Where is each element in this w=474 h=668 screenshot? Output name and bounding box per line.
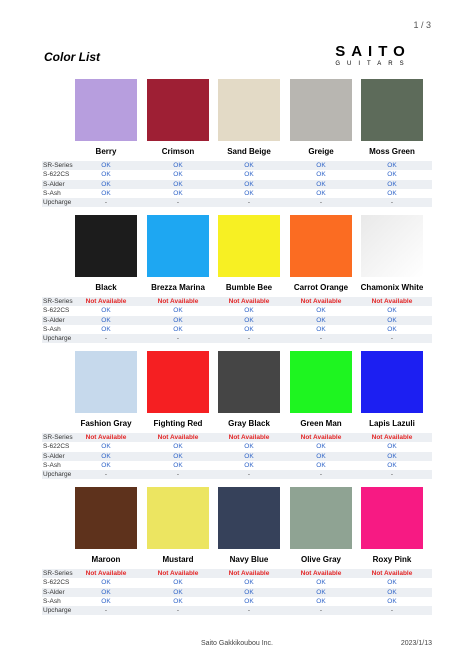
availability-cell: OK (101, 579, 111, 587)
availability-cell: - (104, 471, 108, 479)
availability-cell: Not Available (157, 434, 199, 441)
color-card (360, 215, 424, 292)
availability-row (42, 442, 432, 451)
logo-main-text: SAITO (335, 43, 411, 60)
color-name: Chamonix White (360, 283, 424, 292)
color-group (42, 79, 432, 207)
availability-cell: Not Available (228, 570, 270, 577)
color-card (217, 79, 281, 156)
availability-row (42, 452, 432, 461)
color-name: Carrot Orange (293, 283, 349, 292)
color-card (146, 215, 210, 292)
availability-cell: OK (173, 597, 183, 605)
color-name: Mustard (162, 555, 194, 564)
availability-row (42, 306, 432, 315)
availability-cell: OK (387, 189, 397, 197)
color-name: Navy Blue (229, 555, 269, 564)
availability-cell: OK (316, 180, 326, 188)
color-card (360, 487, 424, 564)
availability-cell: OK (387, 171, 397, 179)
color-card (74, 351, 138, 428)
availability-cell: - (390, 607, 394, 615)
availability-cell: OK (244, 452, 254, 460)
color-card (74, 487, 138, 564)
row-label: S-Ash (43, 597, 61, 605)
availability-cell: OK (244, 180, 254, 188)
availability-cell: OK (101, 597, 111, 605)
availability-row (42, 297, 432, 306)
color-group (42, 215, 432, 343)
availability-cell: OK (316, 452, 326, 460)
row-label: S-Ash (43, 189, 61, 197)
availability-cell: OK (316, 171, 326, 179)
availability-cell: OK (101, 588, 111, 596)
availability-cell: Not Available (371, 434, 413, 441)
availability-cell: OK (387, 316, 397, 324)
availability-row (42, 597, 432, 606)
availability-cell: - (104, 199, 108, 207)
color-swatch (147, 487, 209, 549)
availability-cell: OK (173, 307, 183, 315)
row-label: Upcharge (43, 471, 72, 479)
availability-row (42, 170, 432, 179)
color-card (289, 351, 353, 428)
availability-cell: OK (387, 461, 397, 469)
availability-cell: OK (316, 461, 326, 469)
availability-cell: OK (387, 588, 397, 596)
availability-cell: - (319, 607, 323, 615)
availability-cell: OK (173, 189, 183, 197)
brand-logo (320, 44, 426, 68)
availability-cell: OK (387, 443, 397, 451)
availability-cell: OK (101, 180, 111, 188)
availability-row (42, 161, 432, 170)
availability-cell: OK (173, 180, 183, 188)
availability-cell: Not Available (85, 570, 127, 577)
availability-cell: OK (101, 171, 111, 179)
color-name: Fighting Red (153, 419, 203, 428)
availability-cell: OK (387, 452, 397, 460)
availability-cell: OK (173, 325, 183, 333)
color-name: Crimson (161, 147, 195, 156)
color-swatch (290, 215, 352, 277)
color-card (217, 215, 281, 292)
availability-cell: OK (387, 325, 397, 333)
availability-cell: - (176, 199, 180, 207)
availability-cell: Not Available (371, 298, 413, 305)
swatch-row (42, 487, 432, 567)
availability-cell: OK (173, 171, 183, 179)
color-swatch (290, 351, 352, 413)
availability-cell: - (104, 607, 108, 615)
availability-cell: Not Available (157, 570, 199, 577)
availability-cell: OK (244, 325, 254, 333)
availability-cell: OK (173, 452, 183, 460)
availability-table (42, 433, 432, 479)
availability-row (42, 470, 432, 479)
availability-cell: Not Available (85, 434, 127, 441)
row-label: S-622CS (43, 307, 70, 315)
availability-cell: OK (387, 597, 397, 605)
availability-row (42, 569, 432, 578)
availability-cell: OK (244, 162, 254, 169)
color-card (360, 351, 424, 428)
row-label: S-Alder (43, 316, 65, 324)
availability-cell: - (247, 471, 251, 479)
availability-cell: OK (173, 588, 183, 596)
availability-cell: Not Available (228, 434, 270, 441)
color-name: Sand Beige (227, 147, 271, 156)
color-name: Greige (308, 147, 334, 156)
row-label: S-622CS (43, 171, 70, 179)
availability-cell: OK (101, 189, 111, 197)
availability-cell: Not Available (371, 570, 413, 577)
availability-row (42, 334, 432, 343)
availability-cell: - (176, 471, 180, 479)
availability-cell: - (247, 199, 251, 207)
availability-cell: - (247, 607, 251, 615)
availability-cell: Not Available (228, 298, 270, 305)
color-swatch (75, 79, 137, 141)
color-name: Moss Green (369, 147, 415, 156)
availability-cell: OK (244, 579, 254, 587)
availability-row (42, 606, 432, 615)
availability-cell: OK (316, 588, 326, 596)
color-group (42, 487, 432, 615)
row-label: S-Alder (43, 588, 65, 596)
availability-cell: OK (316, 443, 326, 451)
color-swatch (147, 351, 209, 413)
color-swatch (75, 351, 137, 413)
availability-cell: - (319, 471, 323, 479)
availability-row (42, 180, 432, 189)
color-swatch (290, 487, 352, 549)
availability-row (42, 189, 432, 198)
availability-cell: OK (316, 316, 326, 324)
color-swatch (218, 351, 280, 413)
availability-cell: OK (387, 180, 397, 188)
availability-row (42, 588, 432, 597)
availability-cell: Not Available (300, 570, 342, 577)
availability-cell: OK (101, 162, 111, 169)
color-card (217, 351, 281, 428)
availability-cell: - (104, 335, 108, 343)
availability-cell: OK (316, 579, 326, 587)
availability-cell: OK (101, 452, 111, 460)
availability-cell: OK (173, 316, 183, 324)
page-number: 1 / 3 (413, 20, 431, 30)
availability-cell: OK (101, 307, 111, 315)
availability-cell: OK (244, 588, 254, 596)
availability-cell: - (176, 335, 180, 343)
footer-date: 2023/1/13 (400, 640, 432, 647)
color-card (146, 487, 210, 564)
availability-cell: OK (101, 325, 111, 333)
color-card (74, 79, 138, 156)
color-card (289, 79, 353, 156)
availability-cell: OK (387, 579, 397, 587)
availability-row (42, 325, 432, 334)
color-name: Maroon (91, 555, 121, 564)
color-name: Lapis Lazuli (369, 419, 415, 428)
row-label: Upcharge (43, 199, 72, 207)
swatch-row (42, 79, 432, 159)
availability-cell: OK (316, 597, 326, 605)
color-card (360, 79, 424, 156)
swatch-row (42, 215, 432, 295)
availability-cell: - (390, 199, 394, 207)
availability-cell: OK (244, 597, 254, 605)
color-swatch (147, 215, 209, 277)
row-label: S-622CS (43, 443, 70, 451)
availability-row (42, 461, 432, 470)
row-label: Upcharge (43, 607, 72, 615)
color-swatch (218, 487, 280, 549)
availability-cell: OK (316, 162, 326, 169)
row-label: S-Ash (43, 325, 61, 333)
color-swatch (147, 79, 209, 141)
color-swatch (218, 215, 280, 277)
color-card (146, 79, 210, 156)
color-swatch (75, 215, 137, 277)
row-label: SR-Series (43, 434, 73, 441)
availability-cell: OK (244, 189, 254, 197)
color-name: Bumble Bee (225, 283, 273, 292)
row-label: SR-Series (43, 162, 73, 169)
availability-cell: Not Available (85, 298, 127, 305)
availability-cell: OK (244, 443, 254, 451)
availability-cell: OK (173, 461, 183, 469)
row-label: S-Alder (43, 452, 65, 460)
color-name: Gray Black (228, 419, 270, 428)
row-label: SR-Series (43, 570, 73, 577)
color-card (289, 487, 353, 564)
availability-table (42, 161, 432, 207)
availability-cell: OK (387, 307, 397, 315)
availability-cell: - (390, 335, 394, 343)
footer-company: Saito Gakkikoubou Inc. (201, 640, 273, 647)
availability-cell: Not Available (157, 298, 199, 305)
color-swatch (361, 351, 423, 413)
availability-cell: - (319, 335, 323, 343)
availability-row (42, 316, 432, 325)
availability-cell: OK (101, 461, 111, 469)
availability-cell: OK (244, 461, 254, 469)
availability-cell: - (247, 335, 251, 343)
color-name: Brezza Marina (151, 283, 205, 292)
availability-cell: OK (173, 162, 183, 169)
color-swatch (361, 215, 423, 277)
availability-row (42, 198, 432, 207)
availability-cell: - (390, 471, 394, 479)
color-group (42, 351, 432, 479)
logo-sub-text: GUITARS (335, 61, 411, 67)
color-card (74, 215, 138, 292)
availability-cell: OK (316, 325, 326, 333)
availability-cell: OK (316, 307, 326, 315)
row-label: S-Alder (43, 180, 65, 188)
availability-row (42, 433, 432, 442)
availability-cell: Not Available (300, 298, 342, 305)
color-swatch (218, 79, 280, 141)
availability-cell: Not Available (300, 434, 342, 441)
color-name: Green Man (300, 419, 342, 428)
availability-cell: OK (101, 316, 111, 324)
availability-row (42, 578, 432, 587)
availability-table (42, 297, 432, 343)
availability-cell: OK (173, 579, 183, 587)
color-name: Berry (95, 147, 117, 156)
availability-cell: OK (244, 316, 254, 324)
availability-cell: - (319, 199, 323, 207)
swatch-row (42, 351, 432, 431)
color-swatch (361, 487, 423, 549)
availability-cell: OK (101, 443, 111, 451)
color-card (289, 215, 353, 292)
color-swatch (361, 79, 423, 141)
color-name: Roxy Pink (372, 555, 412, 564)
availability-cell: OK (173, 443, 183, 451)
availability-cell: OK (244, 307, 254, 315)
color-card (146, 351, 210, 428)
availability-cell: - (176, 607, 180, 615)
color-card (217, 487, 281, 564)
color-name: Olive Gray (300, 555, 342, 564)
color-name: Fashion Gray (80, 419, 132, 428)
row-label: S-Ash (43, 461, 61, 469)
row-label: S-622CS (43, 579, 70, 587)
availability-table (42, 569, 432, 615)
availability-cell: OK (244, 171, 254, 179)
color-swatch (290, 79, 352, 141)
color-swatch (75, 487, 137, 549)
row-label: SR-Series (43, 298, 73, 305)
color-name: Black (95, 283, 117, 292)
availability-cell: OK (316, 189, 326, 197)
row-label: Upcharge (43, 335, 72, 343)
page-title: Color List (44, 50, 100, 64)
availability-cell: OK (387, 162, 397, 169)
